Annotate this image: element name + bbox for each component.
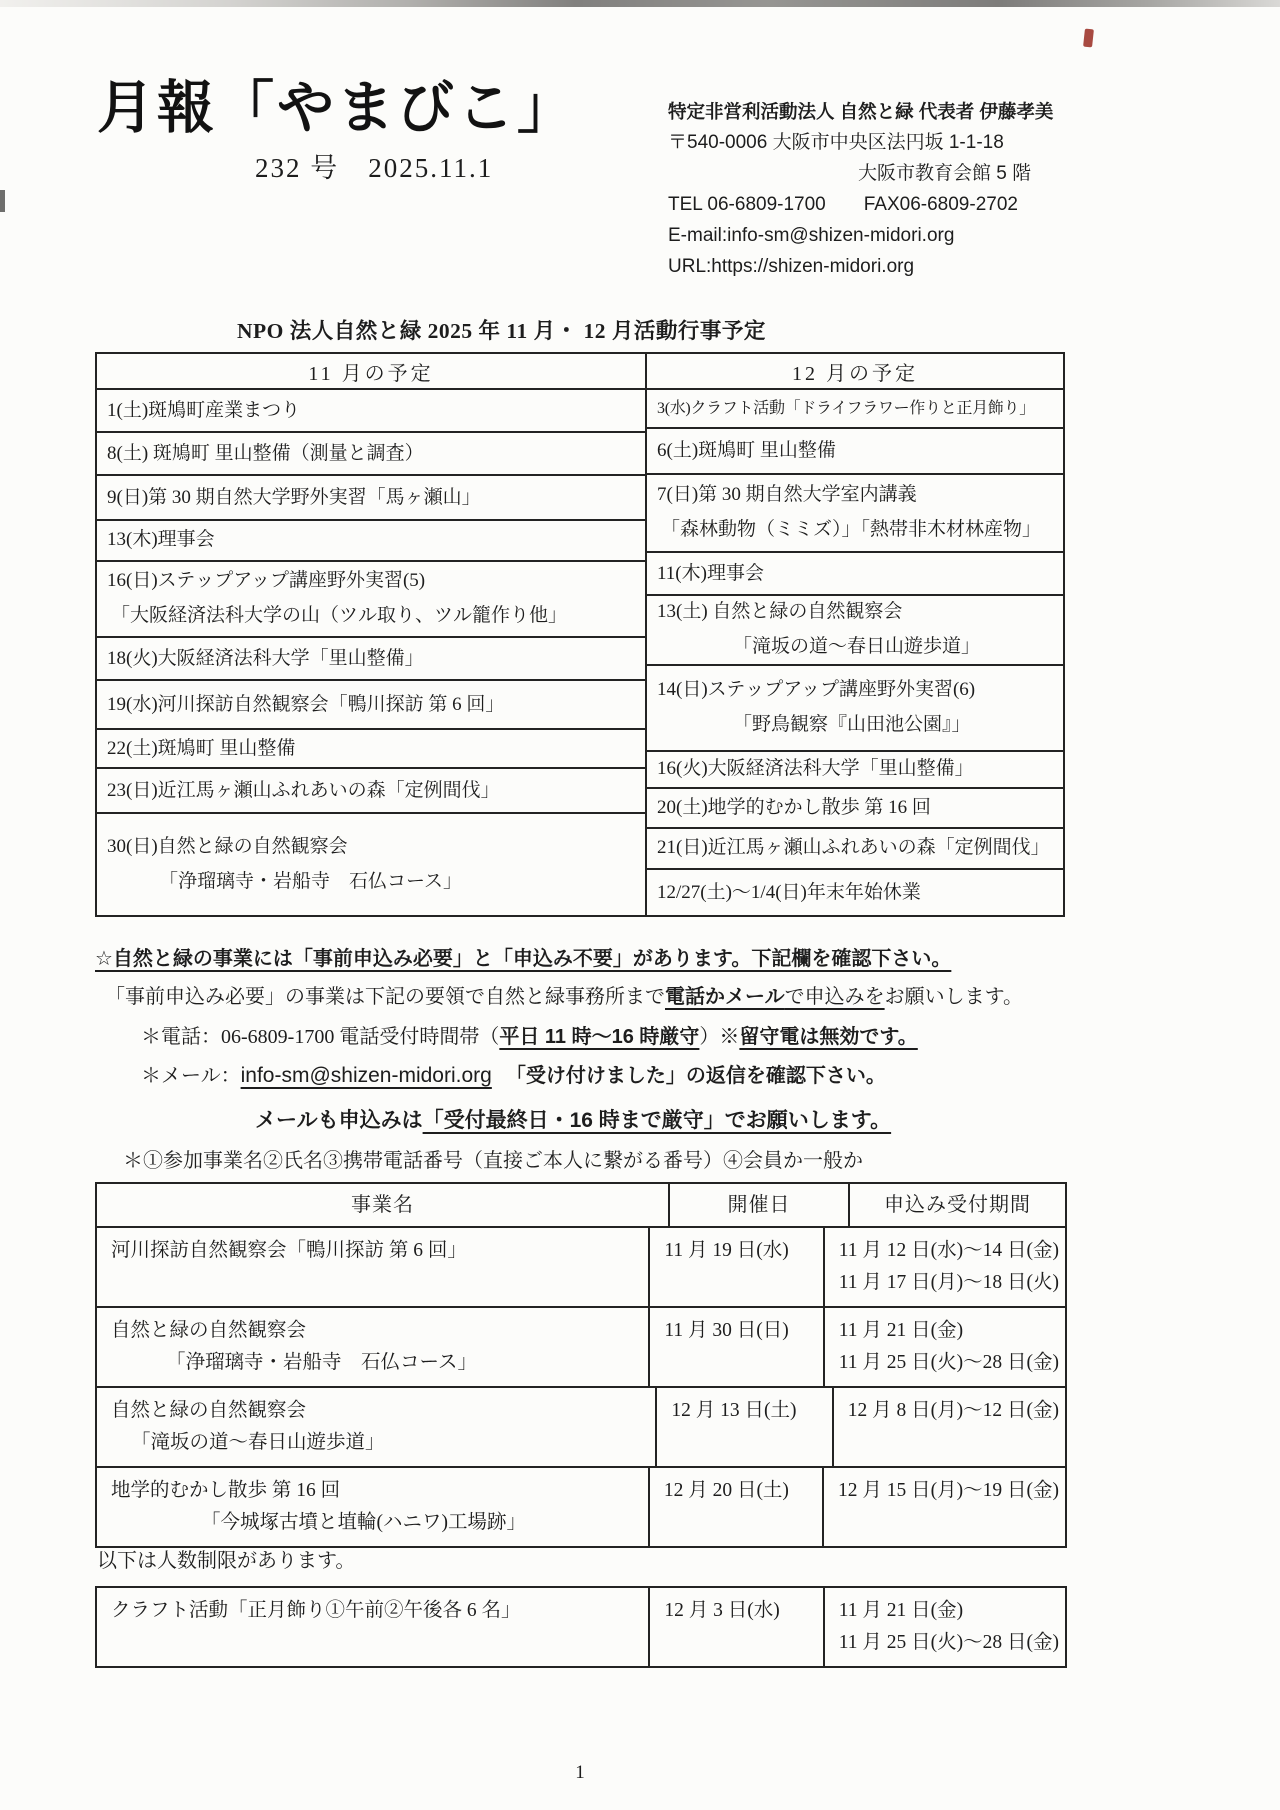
events-header-period: 申込み受付期間 bbox=[884, 1194, 1031, 1216]
event-row bbox=[97, 1226, 1065, 1306]
newsletter-title: 月報「やまびこ」 bbox=[97, 76, 577, 140]
event-row bbox=[97, 1466, 1065, 1546]
notice-line-deadline bbox=[95, 1108, 1115, 1134]
schedule-entry: 11(木)理事会 bbox=[657, 562, 764, 584]
event-name: 河川探訪自然観察会「鴨川探訪 第 6 回」 bbox=[111, 1240, 467, 1261]
notice-segment-bold: 留守電は無効です。 bbox=[739, 1026, 918, 1048]
schedule-section-title: NPO 法人自然と緑 2025 年 11 月・ 12 月活動行事予定 bbox=[237, 319, 766, 343]
event-period: 11 月 21 日(金) bbox=[838, 1320, 964, 1341]
event-date: 12 月 3 日(水) bbox=[664, 1600, 780, 1621]
schedule-row bbox=[647, 750, 1063, 788]
schedule-entry-detail: 「滝坂の道～春日山遊歩道」 bbox=[733, 636, 981, 658]
scan-red-mark bbox=[1083, 29, 1094, 48]
schedule-entry: 9(日)第 30 期自然大学野外実習「馬ヶ瀬山」 bbox=[107, 486, 481, 508]
event-name-detail: 「今城塚古墳と埴輪(ハニワ)工場跡」 bbox=[201, 1512, 526, 1533]
schedule-entry: 21(日)近江馬ヶ瀬山ふれあいの森「定例間伐」 bbox=[657, 837, 1050, 859]
schedule-column-december bbox=[647, 354, 1063, 915]
application-notice bbox=[95, 946, 1115, 1174]
schedule-entry: 8(土) 斑鳩町 里山整備（測量と調査） bbox=[107, 442, 424, 464]
scan-edge-mark bbox=[0, 190, 5, 212]
page-number: 1 bbox=[575, 1762, 585, 1783]
schedule-table bbox=[95, 352, 1065, 917]
limited-events-table bbox=[95, 1586, 1067, 1668]
schedule-entry: 13(土) 自然と緑の自然観察会 bbox=[657, 601, 903, 623]
event-period: 11 月 12 日(水)～14 日(金) bbox=[838, 1240, 1059, 1261]
event-date: 12 月 20 日(土) bbox=[663, 1480, 789, 1501]
schedule-header-december: 12 月の予定 bbox=[647, 354, 1063, 390]
event-name-cell bbox=[97, 1468, 648, 1546]
event-period-cell bbox=[825, 1228, 1065, 1306]
org-postal-address: 〒540-0006 大阪市中央区法円坂 1-1-18 bbox=[668, 132, 1004, 153]
event-date-cell bbox=[655, 1388, 833, 1466]
event-date: 12 月 13 日(土) bbox=[671, 1400, 797, 1421]
event-name: クラフト活動「正月飾り①午前②午後各 6 名」 bbox=[111, 1600, 521, 1621]
schedule-entry: 3(水)クラフト活動「ドライフラワー作りと正月飾り」 bbox=[657, 399, 1035, 417]
schedule-row bbox=[647, 594, 1063, 663]
event-row bbox=[97, 1386, 1065, 1466]
events-table bbox=[95, 1182, 1067, 1548]
issue-number: 232 号 2025.11.1 bbox=[255, 153, 494, 183]
schedule-row bbox=[647, 787, 1063, 826]
notice-segment-bold: メールも申込みは bbox=[255, 1109, 423, 1132]
event-period: 11 月 17 日(月)～18 日(火) bbox=[838, 1272, 1059, 1293]
event-row bbox=[97, 1588, 1065, 1666]
schedule-row bbox=[647, 827, 1063, 868]
event-period-cell bbox=[825, 1308, 1065, 1386]
schedule-row bbox=[97, 560, 645, 637]
schedule-entry: 18(火)大阪経済法科大学「里山整備」 bbox=[107, 647, 424, 669]
schedule-row bbox=[97, 636, 645, 679]
schedule-row bbox=[97, 728, 645, 767]
schedule-entry: 1(土)斑鳩町産業まつり bbox=[107, 399, 301, 421]
notice-segment: ＊電話：06-6809-1700 電話受付時間帯（ bbox=[141, 1026, 500, 1048]
schedule-row bbox=[647, 664, 1063, 750]
org-url: URL:https://shizen-midori.org bbox=[668, 256, 915, 277]
schedule-row bbox=[97, 519, 645, 559]
schedule-row bbox=[647, 427, 1063, 472]
notice-segment-bold: 「受け付けました」の返信を確認下さい。 bbox=[505, 1065, 886, 1087]
notice-segment: お願いします。 bbox=[884, 986, 1024, 1008]
event-date-cell bbox=[648, 1228, 824, 1306]
schedule-entry: 14(日)ステップアップ講座野外実習(6) bbox=[657, 679, 976, 701]
schedule-entry-detail: 「浄瑠璃寺・岩船寺 石仏コース」 bbox=[159, 871, 463, 893]
event-period: 11 月 25 日(火)～28 日(金) bbox=[838, 1632, 1059, 1653]
notice-line-mail bbox=[95, 1063, 1115, 1089]
notice-segment: ＊メール： bbox=[141, 1065, 241, 1087]
scan-edge-artifact bbox=[0, 0, 1280, 7]
schedule-row bbox=[97, 474, 645, 519]
schedule-entry: 16(火)大阪経済法科大学「里山整備」 bbox=[657, 758, 974, 780]
event-name-detail: 「浄瑠璃寺・岩船寺 石仏コース」 bbox=[166, 1352, 478, 1373]
notice-line-phone bbox=[95, 1024, 1115, 1050]
schedule-row bbox=[647, 390, 1063, 427]
schedule-entry: 16(日)ステップアップ講座野外実習(5) bbox=[107, 570, 426, 592]
event-date-cell bbox=[648, 1588, 824, 1666]
event-date: 11 月 30 日(日) bbox=[664, 1320, 789, 1341]
event-date-cell bbox=[648, 1308, 824, 1386]
events-header-date: 開催日 bbox=[668, 1184, 850, 1226]
event-period-cell bbox=[824, 1468, 1065, 1546]
notice-email: info-sm@shizen-midori.org bbox=[240, 1064, 492, 1087]
schedule-row bbox=[647, 473, 1063, 552]
event-period: 12 月 8 日(月)～12 日(金) bbox=[847, 1400, 1059, 1421]
event-period-cell bbox=[825, 1588, 1065, 1666]
notice-segment: で申込みを bbox=[784, 986, 885, 1008]
schedule-row bbox=[647, 868, 1063, 915]
org-building: 大阪市教育会館 5 階 bbox=[858, 163, 1032, 184]
capacity-limit-note: 以下は人数制限があります。 bbox=[97, 1550, 356, 1572]
org-tel-fax: TEL 06-6809-1700 FAX06-6809-2702 bbox=[668, 194, 1018, 215]
event-row bbox=[97, 1306, 1065, 1386]
schedule-entry: 19(水)河川探訪自然観察会「鴨川探訪 第 6 回」 bbox=[107, 693, 505, 715]
event-name: 自然と緑の自然観察会 bbox=[111, 1320, 307, 1341]
schedule-row bbox=[97, 431, 645, 474]
event-period-cell bbox=[834, 1388, 1065, 1466]
schedule-row bbox=[97, 767, 645, 812]
schedule-entry-detail: 「大阪経済法科大学の山（ツル取り、ツル籠作り他」 bbox=[111, 605, 568, 627]
events-header-row bbox=[97, 1184, 1065, 1226]
org-info-block bbox=[668, 96, 1078, 282]
notice-heading: ☆自然と緑の事業には「事前申込み必要」と「申込み不要」があります。下記欄を確認下さい。 bbox=[95, 948, 952, 970]
events-header-name: 事業名 bbox=[351, 1194, 414, 1216]
schedule-row bbox=[97, 390, 645, 431]
schedule-entry: 22(土)斑鳩町 里山整備 bbox=[107, 737, 296, 759]
event-period: 11 月 25 日(火)～28 日(金) bbox=[838, 1352, 1059, 1373]
event-name-cell bbox=[97, 1588, 648, 1666]
notice-segment-bold: 「受付最終日・16 時まで厳守」でお願いします。 bbox=[422, 1109, 892, 1132]
event-period: 12 月 15 日(月)～19 日(金) bbox=[838, 1480, 1059, 1501]
notice-segment-bold: 平日 11 時～16 時厳守 bbox=[499, 1026, 700, 1048]
schedule-entry: 20(土)地学的むかし散歩 第 16 回 bbox=[657, 796, 931, 818]
event-name-detail: 「滝坂の道～春日山遊歩道」 bbox=[131, 1432, 385, 1453]
notice-line-apply bbox=[95, 984, 1115, 1010]
schedule-row bbox=[97, 812, 645, 915]
notice-segment-bold: 電話かメール bbox=[665, 986, 785, 1008]
event-name: 自然と緑の自然観察会 bbox=[111, 1400, 307, 1421]
schedule-column-november bbox=[97, 354, 647, 915]
schedule-entry: 30(日)自然と緑の自然観察会 bbox=[107, 836, 348, 858]
event-name: 地学的むかし散歩 第 16 回 bbox=[111, 1480, 341, 1501]
schedule-header-november: 11 月の予定 bbox=[97, 354, 645, 390]
schedule-entry: 6(土)斑鳩町 里山整備 bbox=[657, 440, 836, 462]
schedule-entry-detail: 「野鳥観察『山田池公園』」 bbox=[733, 714, 971, 736]
notice-segment: 「事前申込み必要」の事業は下記の要領で自然と緑事務所まで bbox=[105, 986, 665, 1008]
schedule-entry-detail: 「森林動物（ミミズ）」「熱帯非木材林産物」 bbox=[661, 519, 1042, 541]
event-name-cell bbox=[97, 1228, 648, 1306]
event-date: 11 月 19 日(水) bbox=[664, 1240, 789, 1261]
notice-line-required-info: ＊①参加事業名②氏名③携帯電話番号（直接ご本人に繋がる番号）④会員か一般か bbox=[123, 1150, 863, 1172]
event-name-cell bbox=[97, 1308, 648, 1386]
event-date-cell bbox=[648, 1468, 824, 1546]
schedule-entry: 13(木)理事会 bbox=[107, 529, 215, 551]
org-name: 特定非営利活動法人 自然と緑 代表者 伊藤孝美 bbox=[668, 101, 1054, 122]
schedule-entry: 23(日)近江馬ヶ瀬山ふれあいの森「定例間伐」 bbox=[107, 779, 500, 801]
schedule-entry: 7(日)第 30 期自然大学室内講義 bbox=[657, 484, 917, 506]
schedule-row bbox=[97, 679, 645, 728]
org-email: E-mail:info-sm@shizen-midori.org bbox=[668, 225, 955, 246]
event-period: 11 月 21 日(金) bbox=[838, 1600, 964, 1621]
notice-segment: ）※ bbox=[699, 1026, 740, 1048]
schedule-entry: 12/27(土)～1/4(日)年末年始休業 bbox=[657, 881, 921, 903]
schedule-row bbox=[647, 551, 1063, 594]
event-name-cell bbox=[97, 1388, 655, 1466]
